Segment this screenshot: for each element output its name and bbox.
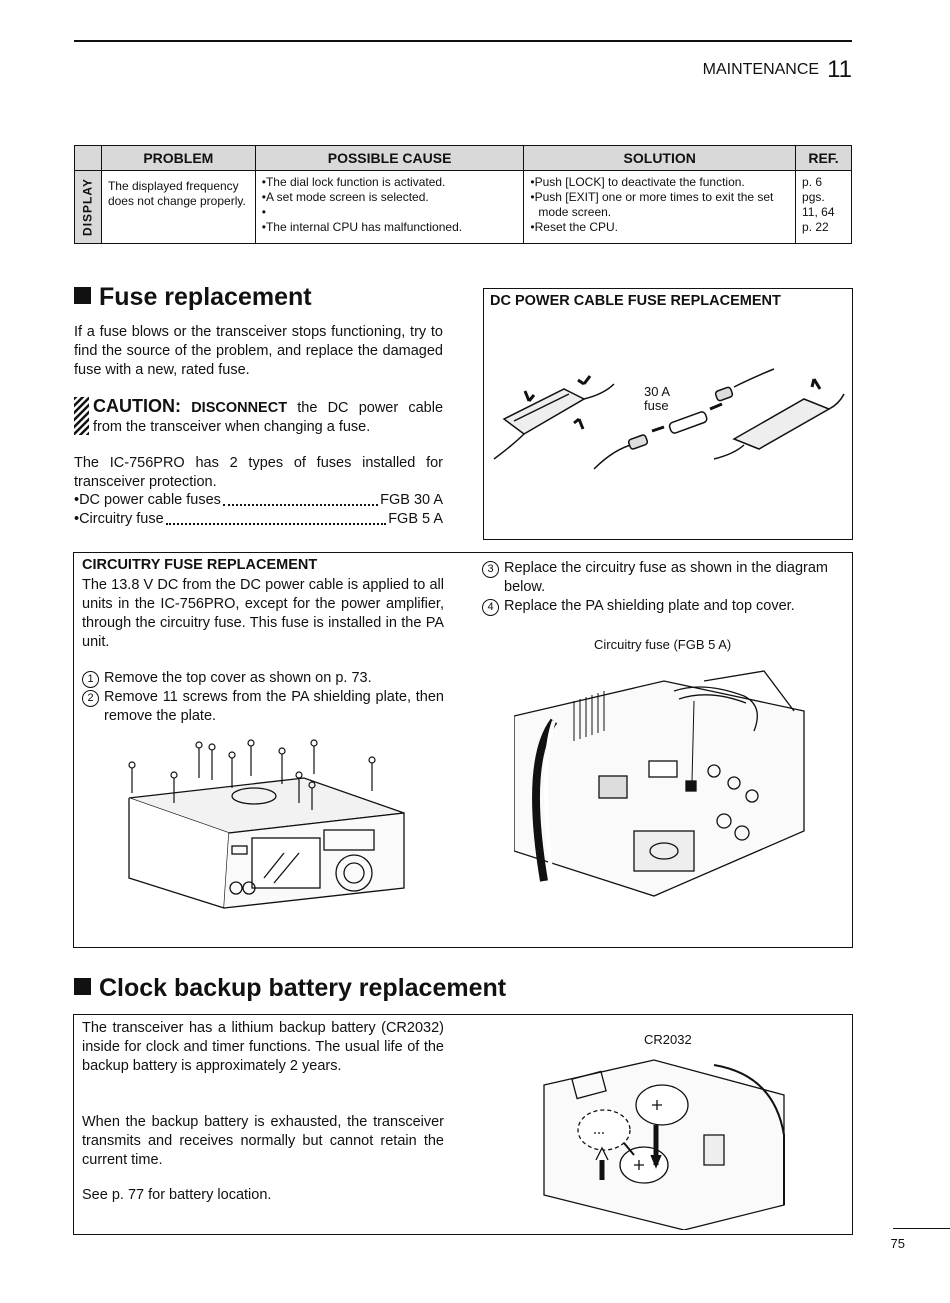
battery-text-2: When the backup battery is exhausted, the transceiver transmits and receives normally but cannot retain the current time. xyxy=(82,1114,444,1168)
section-title: MAINTENANCE xyxy=(702,61,820,78)
battery-label: CR2032 xyxy=(644,1032,692,1047)
cause-cell: • The dial lock function is activated. • A set mode screen is selected. • • The internal CPU has malfunctioned. xyxy=(255,171,524,244)
caution-block: CAUTION: DISCONNECT the DC power cable from the transceiver when changing a fuse. xyxy=(74,397,443,437)
pa-unit-illustration xyxy=(514,651,814,901)
footer-rule xyxy=(893,1228,950,1229)
problem-cell: The displayed frequency does not change properly. xyxy=(101,171,255,244)
step-1: 1 Remove the top cover as shown on p. 73. xyxy=(82,669,444,688)
dc-fuse-box xyxy=(483,288,853,540)
header-rule xyxy=(74,40,852,42)
step-3: 3 Replace the circuitry fuse as shown in the diagram below. xyxy=(482,559,848,597)
category-cell: DISPLAY xyxy=(75,171,102,244)
fuse-heading: Fuse replacement xyxy=(74,283,312,312)
dc-box-title: DC POWER CABLE FUSE REPLACEMENT xyxy=(490,293,781,309)
table-row xyxy=(75,171,852,244)
dc-fuse-label: 30 A fuse xyxy=(644,384,671,413)
page-header xyxy=(703,56,852,84)
battery-illustration xyxy=(534,1055,824,1230)
circuit-fuse-box xyxy=(73,552,853,948)
col-ref: REF. xyxy=(796,146,852,171)
transceiver-illustration xyxy=(124,738,444,918)
step-4: 4 Replace the PA shielding plate and top cover. xyxy=(482,597,848,616)
battery-box xyxy=(73,1014,853,1235)
circuit-box-title: CIRCUITRY FUSE REPLACEMENT xyxy=(82,557,318,573)
solution-cell: • Push [LOCK] to deactivate the function. • Push [EXIT] one or more times to exit the set mode screen. • Reset the CPU. xyxy=(524,171,796,244)
fuse-types-text: The IC-756PRO has 2 types of fuses installed for transceiver protection. xyxy=(74,455,443,490)
page-number: 75 xyxy=(890,1236,905,1251)
troubleshooting-table xyxy=(74,145,852,244)
fuse-type-circuit: • Circuitry fuse FGB 5 A xyxy=(74,511,443,527)
caution-hatch-icon xyxy=(74,397,89,435)
circuit-fuse-label: Circuitry fuse (FGB 5 A) xyxy=(594,637,732,652)
fuse-type-dc: • DC power cable fuses FGB 30 A xyxy=(74,492,443,508)
col-problem: PROBLEM xyxy=(101,146,255,171)
circuit-box-text: The 13.8 V DC from the DC power cable is applied to all units in the IC-756PRO, except for the power amplifier, through the circuitry fuse. This fuse is installed in the PA unit. xyxy=(82,577,444,650)
col-solution: SOLUTION xyxy=(524,146,796,171)
dc-fuse-illustration xyxy=(484,349,852,479)
battery-heading: Clock backup battery replacement xyxy=(74,974,506,1003)
battery-text-1: The transceiver has a lithium backup battery (CR2032) inside for clock and timer functions. The usual life of the backup battery is approximately 2 years. xyxy=(82,1020,444,1074)
step-2: 2 Remove 11 screws from the PA shielding plate, then remove the plate. xyxy=(82,688,444,726)
fuse-intro: If a fuse blows or the transceiver stops functioning, try to find the source of the problem, and replace the damaged fuse with a new, rated fuse. xyxy=(74,324,443,378)
battery-text-3: See p. 77 for battery location. xyxy=(82,1187,272,1203)
ref-cell: p. 6 pgs. 11, 64 p. 22 xyxy=(796,171,852,244)
table-header-row xyxy=(75,146,852,171)
section-number: 11 xyxy=(827,56,852,83)
col-cause: POSSIBLE CAUSE xyxy=(255,146,524,171)
